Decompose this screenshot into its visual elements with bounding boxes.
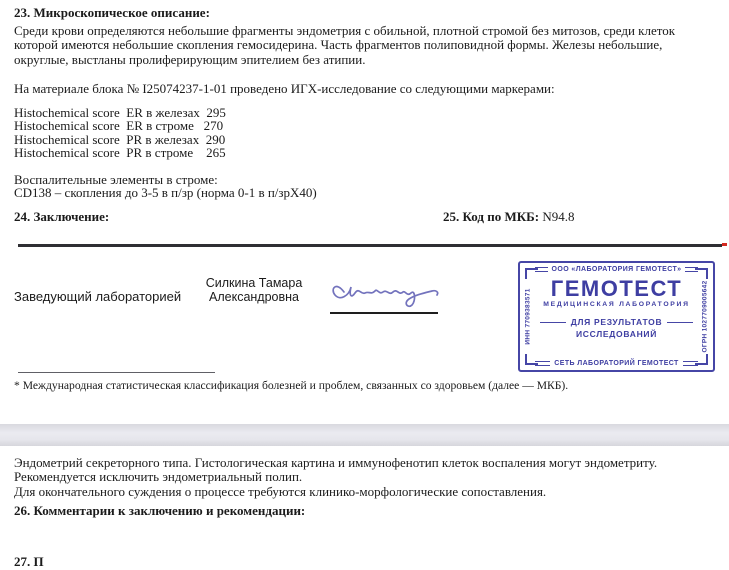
stamp-ogrn-text: ОГРН 1027709005642 <box>701 280 709 353</box>
stamp-double-line <box>535 267 548 272</box>
red-tick-mark <box>722 243 727 246</box>
stamp-network-name: СЕТЬ ЛАБОРАТОРИЙ ГЕМОТЕСТ <box>554 360 679 367</box>
icd-code-label: 25. Код по МКБ: <box>443 209 540 224</box>
handwritten-signature <box>328 276 444 312</box>
lab-head-label: Заведующий лабораторией <box>14 289 182 304</box>
stamp-top-row <box>535 266 698 273</box>
stamp-purpose-line1: ДЛЯ РЕЗУЛЬТАТОВ <box>570 317 663 327</box>
signatory-name-line1: Силкина Тамара <box>205 276 303 290</box>
stamp-ogrn-vertical <box>698 277 712 356</box>
conclusion-comment-paragraph: Эндометрий секреторного типа. Гистологическая картина и иммунофенотип клеток воспаления могут эндометриту. Рекомендуется исключить эндометриальный полип. <box>14 455 658 485</box>
gemotest-stamp <box>518 261 715 372</box>
signatory-name-line2: Александровна <box>209 290 299 304</box>
icd-code <box>443 209 574 225</box>
section-26-heading: 26. Комментарии к заключению и рекомендации: <box>14 503 306 518</box>
footnote-text: * Международная статистическая классификация болезней и проблем, связанных со здоровьем (далее — МКБ). <box>14 379 569 392</box>
stamp-line <box>667 322 693 323</box>
signature-underline <box>330 312 438 314</box>
stamp-brand-logo: ГЕМОТЕСТ <box>550 276 683 301</box>
divider-thick <box>18 244 722 247</box>
stamp-bottom-row <box>535 360 698 367</box>
histochemical-score-line: Histochemical score ER в строме 270 <box>14 118 224 134</box>
stamp-inn-text: ИНН 7709383571 <box>524 288 532 345</box>
stamp-inn-vertical <box>521 277 535 356</box>
histochemical-score-line: Histochemical score ER в железах 295 <box>14 105 226 120</box>
signatory-name <box>183 276 325 304</box>
stamp-double-line <box>683 361 698 366</box>
section-24-heading: 24. Заключение: <box>14 209 110 224</box>
stamp-purpose-line2: ИССЛЕДОВАНИЙ <box>575 329 658 339</box>
stamp-line <box>540 322 566 323</box>
inflammatory-heading: Воспалительные элементы в строме: <box>14 172 218 187</box>
icd-code-value: N94.8 <box>542 209 575 224</box>
stamp-purpose-row <box>540 317 693 327</box>
stamp-company-name: ООО «ЛАБОРАТОРИЯ ГЕМОТЕСТ» <box>551 266 682 273</box>
footnote-rule <box>18 372 215 373</box>
stamp-center <box>540 278 693 339</box>
stamp-subtitle: МЕДИЦИНСКАЯ ЛАБОРАТОРИЯ <box>543 301 690 308</box>
page-separator-band <box>0 424 729 446</box>
histochemical-score-line: Histochemical score PR в строме 265 <box>14 145 226 161</box>
conclusion-comment-line: Для окончательного суждения о процессе требуются клинико-морфологические сопоставления. <box>14 484 547 499</box>
stamp-double-line <box>535 361 550 366</box>
section-23-heading: 23. Микроскопическое описание: <box>14 5 210 20</box>
histochemical-scores <box>14 106 226 160</box>
block-material-line: На материале блока № I25074237-1-01 проведено ИГХ-исследование со следующими маркерами: <box>14 81 555 96</box>
section-27-cutoff: 27. П <box>14 554 44 569</box>
histochemical-score-line: Histochemical score PR в железах 290 <box>14 131 226 147</box>
cd138-line: CD138 – скопления до 3-5 в п/зр (норма 0-1 в п/зрХ40) <box>14 185 317 200</box>
stamp-double-line <box>685 267 698 272</box>
micro-description-paragraph: Среди крови определяются небольшие фрагменты эндометрия с обильной, плотной стромой без митозов, среди клеток которой имеются небольшие скопления гемосидерина. Часть фрагментов полиповидной формы. Железы небольшие, округлые, выстланы пролиферирующим эпителием без атипии. <box>14 23 676 67</box>
